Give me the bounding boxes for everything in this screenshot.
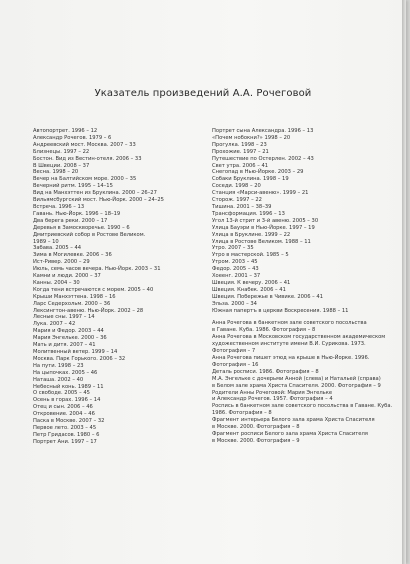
index-entry: Отец и сын. 2006 – 46	[33, 404, 93, 411]
index-entry: М.А. Энгельке с дочерьми Анной (слева) и Натальей (справа)	[212, 375, 381, 382]
index-entry: Улица в Бруклине. 1999 – 22	[212, 231, 291, 238]
index-entry: Встреча. 1996 – 13	[33, 203, 85, 210]
index-entry: Анна Рочегова в банкетном зале советского посольства	[212, 320, 367, 327]
index-entry: Ист-Ривер. 2000 – 29	[33, 259, 90, 266]
index-entry: Хоеенг. 2001 – 37	[212, 273, 261, 280]
index-entry: Июль, семь часов вечера. Нью-Йорк. 2003 – 31	[33, 266, 161, 273]
index-entry: Мать и дитя. 2007 – 41	[33, 342, 96, 349]
index-entry: Тишина. 2001 – 38–39	[212, 203, 272, 210]
index-entry: Два берега реки. 2000 – 17	[33, 217, 108, 224]
index-entry: Лука. 2007 – 42	[33, 321, 76, 328]
index-entry: Андреевский мост. Москва. 2007 – 33	[33, 141, 136, 148]
index-entry: Небесный конь. 1989 – 11	[33, 383, 104, 390]
index-entry: 1989 – 10	[33, 238, 59, 245]
index-entry: Автопортрет. 1996 – 12	[33, 128, 98, 134]
index-entry: Швеция. Побережье в Чивике. 2006 – 41	[212, 293, 324, 300]
index-entry: Мария и Федор. 2003 – 44	[33, 328, 104, 335]
index-entry: Александр Рочегов. 1979 – 6	[33, 134, 112, 141]
index-entry: Портрет Ани. 1997 – 17	[33, 438, 97, 445]
page-title: Указатель произведений А.А. Рочеговой	[94, 88, 312, 99]
index-entry: Фотография – 16	[212, 361, 259, 368]
index-entry: Когда тени встречаются с морем. 2005 – 40	[33, 286, 154, 293]
index-entry: Камни и люди. 2000 – 37	[33, 273, 101, 280]
index-entry: Анна Рочегова пишет этюд на крыше в Нью-Йорке. 1996.	[212, 355, 370, 361]
index-entry: Вечерний ритм. 1995 – 14–15	[33, 183, 113, 190]
index-right-column	[212, 128, 392, 445]
index-entry: Канны. 2004 – 30	[33, 279, 80, 286]
index-entry: Наташа. 2002 – 40	[33, 376, 84, 383]
index-entry: Утро в мастерской. 1985 – 5	[212, 252, 289, 259]
index-entry: Соседи. 1998 – 20	[212, 183, 261, 190]
index-photo-list	[212, 320, 392, 444]
index-entry: в Белом зале храма Христа Спасителя. 2000. Фотография – 9	[212, 382, 381, 389]
index-entry: Фотография – 7	[212, 348, 256, 355]
index-entry: Мария Энгельке. 2000 – 36	[33, 335, 107, 342]
index-entry: Свет утра. 2006 – 41	[212, 162, 269, 169]
index-entry: Собаки Бруклина. 1998 – 19	[212, 176, 289, 183]
index-entry: художественном институте имени В.И. Сурикова. 1973.	[212, 341, 366, 348]
index-entry: Забава. 2005 – 44	[33, 245, 82, 252]
index-entry: Первое лето. 2003 – 45	[33, 424, 97, 431]
index-entry: В Швеции. 2008 – 37	[33, 162, 90, 169]
index-entry: Близнецы. 1997 – 22	[33, 148, 90, 155]
index-entry: Улица Бауэри в Нью-Йорке. 1997 – 19	[212, 224, 315, 231]
index-entry: Утром. 2003 – 45	[212, 259, 258, 266]
index-entry: Деревья в Замоскворечье. 1990 – 6	[33, 224, 130, 231]
index-entry: Утро. 2007 – 35	[212, 245, 254, 252]
index-entry: Станция «Марси-авеню». 1999 – 21	[212, 190, 309, 197]
index-entry: Дмитриевский собор в Ростове Великом.	[33, 231, 146, 238]
index-entry: Южная папертъ в церкви Вoскресения. 1988 – 11	[212, 307, 349, 314]
index-entry: Москва. Парк Горького. 2006 – 32	[33, 355, 126, 362]
index-entry: в Москве. 2000. Фотография – 9	[212, 437, 300, 444]
index-entry: Весна. 1998 – 20	[33, 169, 79, 176]
index-right-list	[212, 128, 392, 314]
index-entry: На цыпочках. 2005 – 46	[33, 369, 98, 376]
index-entry: Федор. 2005 – 43	[212, 266, 259, 273]
index-entry: Молитвенный ветер. 1999 – 14	[33, 349, 118, 355]
index-entry: Путешествие по Остерлен. 2002 – 43	[212, 155, 314, 162]
index-entry: На пути. 1998 – 23	[33, 362, 84, 369]
index-entry: Швеция. Кнабек. 2006 – 41	[212, 286, 286, 293]
index-entry: Петр Гридасов. 1980 – 6	[33, 431, 100, 438]
index-entry: Снегопад в Нью-Йорке. 2003 – 29	[212, 169, 304, 176]
index-entry: Улица в Ростове Великом. 1988 – 11	[212, 238, 311, 245]
index-entry: «Почем нобокни?» 1998 – 20	[212, 134, 291, 141]
index-entry: Прохожие. 1997 – 21	[212, 148, 269, 155]
index-entry: Анна Рочегова в Московском государственном академическом	[212, 334, 386, 341]
index-entry: 1986. Фотография – 8	[212, 410, 272, 417]
index-entry: Родители Анны Рочеговой: Мария Энгельке	[212, 389, 333, 396]
index-entry: Эльза. 2000 – 34	[212, 300, 257, 307]
index-entry: Роспись в банкетном зале советского посольства в Гаване. Куба.	[212, 403, 393, 410]
index-entry: Осень в горах. 1996 – 14	[33, 397, 101, 404]
index-entry: Швеция. К вечеру. 2006 – 41	[212, 279, 291, 286]
index-entry: Фрагмент интерьера Белого зала храма Христа Спасителя	[212, 417, 375, 424]
index-entry: Портрет сына Александра. 1996 – 13	[212, 128, 314, 134]
index-entry: Фрагмент росписи Белого зала храма Христа Спасителя	[212, 430, 368, 437]
index-entry: Крыши Манхэттена. 1998 – 16	[33, 293, 116, 300]
index-entry: Деталь росписи. 1986. Фотография – 8	[212, 368, 319, 375]
index-entry: О свободе. 2005 – 45	[33, 390, 90, 397]
index-entry: Трансформация. 1996 – 13	[212, 210, 285, 217]
index-entry: Откровение. 2004 – 46	[33, 411, 95, 418]
index-entry: Гавань. Нью-Йорк. 1996 – 18–19	[33, 210, 121, 217]
index-entry: в Москве. 2000. Фотография – 8	[212, 424, 300, 431]
index-entry: Лесные сны. 1997 – 14	[33, 314, 95, 321]
index-entry: и Александр Рочегов. 1957. Фотография – 4	[212, 396, 333, 403]
index-entry: Ларс Седерхольм. 2000 – 36	[33, 300, 111, 307]
page-edge	[402, 0, 406, 564]
index-entry: Паска в Москве. 2007 – 32	[33, 418, 105, 425]
index-left-column	[33, 128, 164, 446]
index-entry: Зима в Могилевке. 2006 – 36	[33, 252, 112, 259]
index-entry: Вильямсбургский мост. Нью-Йорк. 2000 – 24–25	[33, 197, 164, 204]
index-entry: Угол 13-й стрит и 3-й авеню. 2005 – 30	[212, 217, 319, 224]
index-entry: Бостон. Вид из Вестин-отеля. 2006 – 33	[33, 155, 142, 162]
index-entry: Вид на Манхэттен из Бруклина. 2000 – 26–27	[33, 190, 157, 197]
index-entry: Прогулка. 1998 – 23	[212, 141, 267, 148]
index-entry: Сторож. 1997 – 22	[212, 197, 262, 204]
index-entry: в Гаване. Куба. 1986. Фотография – 8	[212, 327, 316, 334]
index-entry: Вечер на Балтийском море. 2000 – 35	[33, 176, 137, 183]
index-entry: Лексингтон-авеню. Нью-Йорк. 2002 – 28	[33, 307, 144, 314]
